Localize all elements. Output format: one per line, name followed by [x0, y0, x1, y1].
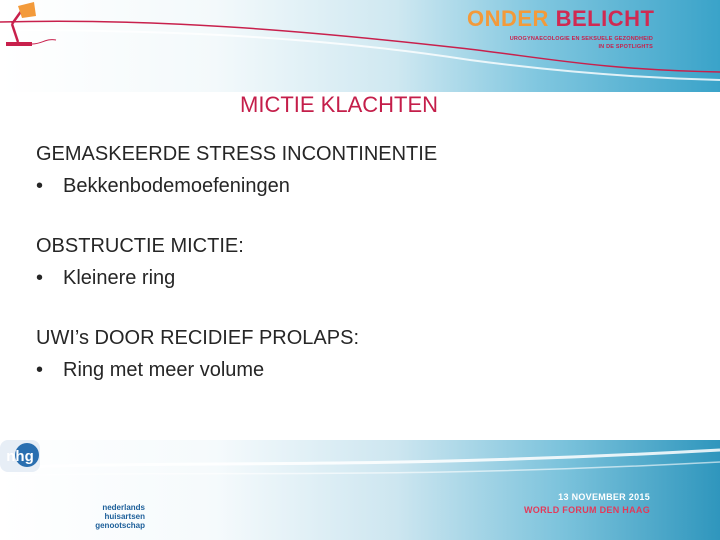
- event-venue: WORLD FORUM DEN HAAG: [524, 505, 650, 515]
- event-date: 13 NOVEMBER 2015: [558, 492, 650, 502]
- bullet-item: [36, 354, 676, 386]
- content-section: [36, 138, 676, 202]
- section-heading: UWI’s DOOR RECIDIEF PROLAPS:: [36, 327, 360, 349]
- lamp-icon: [0, 0, 60, 50]
- brand-logo: [467, 6, 654, 32]
- nhg-logo-text: nhg: [6, 448, 34, 465]
- brand-tagline: [503, 35, 653, 51]
- slide-title: MICTIE KLACHTEN: [240, 92, 439, 117]
- brand-tagline-line1: UROGYNAECOLOGIE EN SEKSUELE GEZONDHEID: [509, 36, 653, 42]
- section-heading: OBSTRUCTIE MICTIE:: [36, 235, 244, 257]
- nhg-name-line1: nederlands huisartsen: [102, 503, 145, 521]
- footer-band: [0, 440, 720, 540]
- nhg-name-line2: genootschap: [95, 521, 145, 530]
- bullet-item: [36, 170, 676, 202]
- nhg-name: [60, 503, 145, 530]
- section-heading: GEMASKEERDE STRESS INCONTINENTIE: [36, 143, 438, 165]
- bullet-text: Bekkenbodemoefeningen: [63, 175, 290, 197]
- brand-word-belicht: BELICHT: [555, 6, 655, 31]
- brand-tagline-line2: IN DE SPOTLIGHTS: [598, 44, 653, 50]
- content-section: [36, 230, 676, 294]
- bullet-text: Kleinere ring: [63, 267, 176, 289]
- bullet-text: Ring met meer volume: [63, 359, 265, 381]
- bullet-icon: •: [36, 175, 44, 197]
- brand-word-onder: ONDER: [467, 6, 549, 31]
- bullet-item: [36, 262, 676, 294]
- bullet-icon: •: [36, 267, 44, 289]
- header-band: [0, 0, 720, 92]
- slide-content: [36, 138, 676, 414]
- nhg-logo-icon: [0, 440, 40, 472]
- bullet-icon: •: [36, 359, 44, 381]
- content-section: [36, 322, 676, 386]
